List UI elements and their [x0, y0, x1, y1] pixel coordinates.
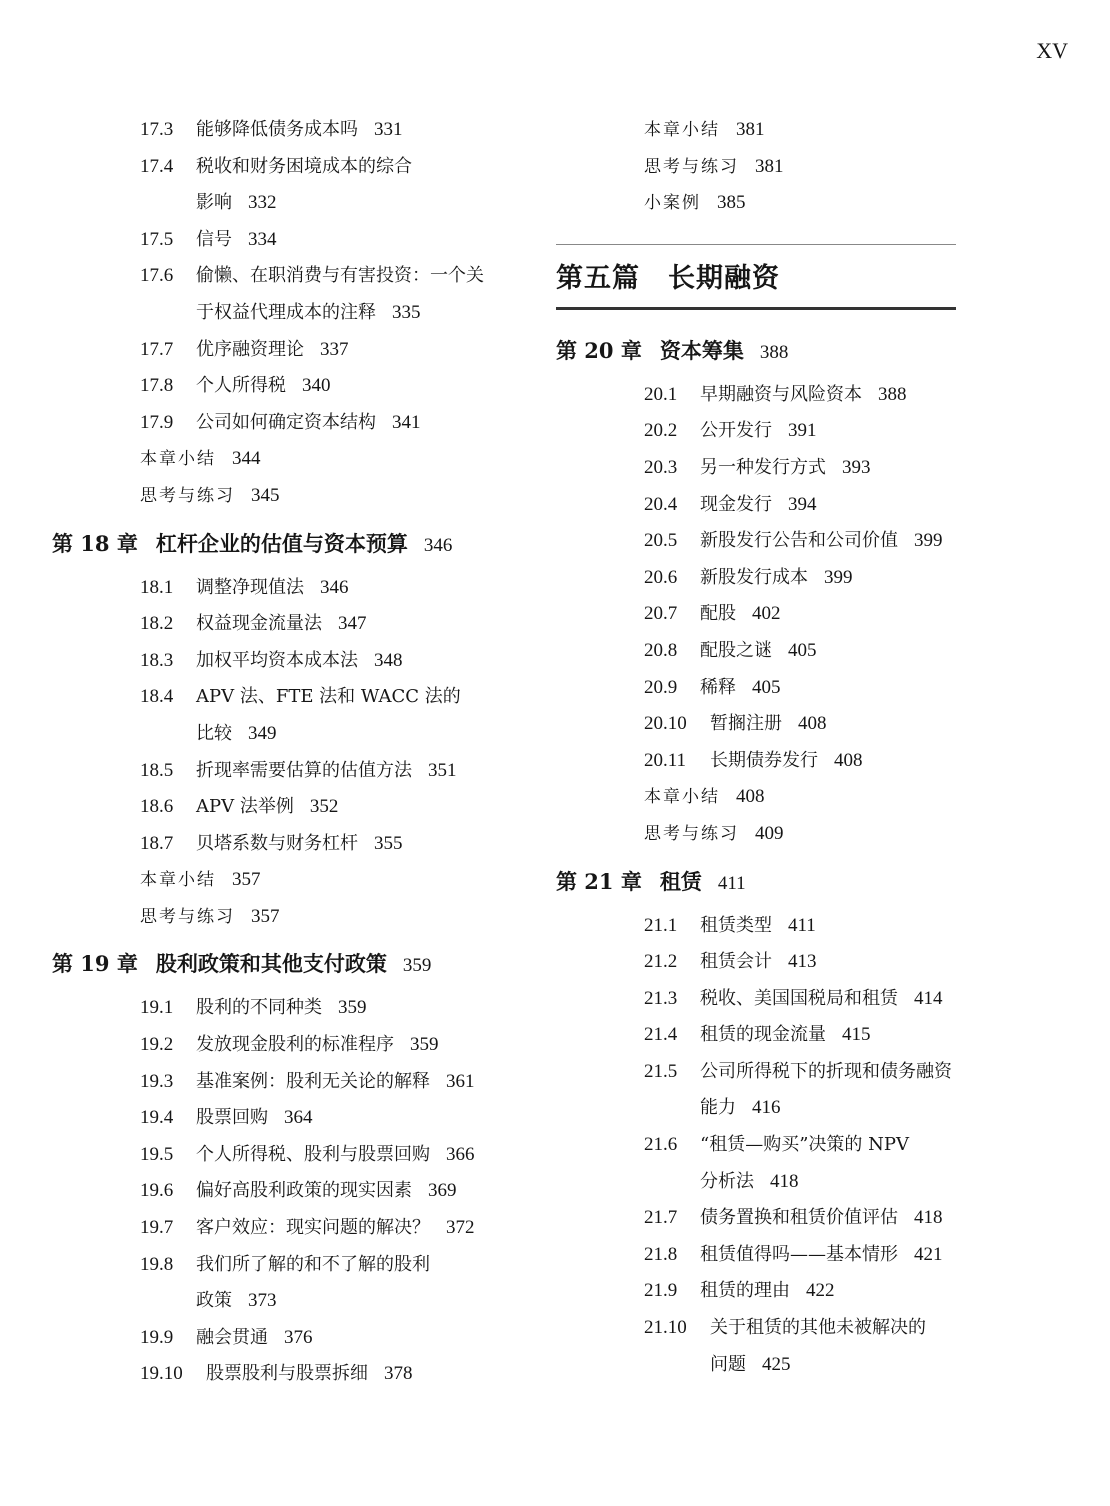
section-title-text: 客户效应：现实问题的解决？ — [196, 1217, 430, 1239]
section-number: 21.8 — [644, 1243, 678, 1265]
section-number: 17.3 — [140, 119, 174, 140]
section-title — [700, 1054, 1096, 1127]
toc-plain-entry[interactable] — [556, 779, 1096, 816]
part-rule-bottom — [556, 307, 956, 310]
toc-section-entry[interactable] — [52, 258, 552, 331]
entry-title: 思考与练习 — [644, 823, 739, 844]
section-page-number: 408 — [798, 713, 827, 735]
section-title — [700, 1273, 1096, 1310]
section-title — [700, 377, 1096, 414]
section-number: 20.1 — [644, 383, 678, 405]
section-page-number: 369 — [428, 1180, 457, 1202]
section-title — [206, 1356, 552, 1393]
entry-title: 本章小结 — [644, 120, 720, 140]
entry-title: 小案例 — [644, 193, 701, 214]
section-page-number: 378 — [384, 1363, 413, 1385]
section-page-number: 340 — [302, 375, 331, 397]
section-page-number: 393 — [842, 456, 871, 478]
entry-title: 本章小结 — [140, 870, 216, 891]
toc-section-entry[interactable] — [556, 1127, 1096, 1200]
toc-section-entry[interactable] — [556, 670, 1096, 707]
chapter-title: 股利政策和其他支付政策 — [155, 951, 387, 977]
chapter-number: 第 18 章 — [52, 530, 138, 556]
section-number: 21.2 — [644, 951, 678, 973]
section-page-number: 376 — [284, 1326, 313, 1348]
toc-section-entry[interactable] — [52, 679, 552, 752]
section-title — [196, 112, 552, 149]
section-page-number: 414 — [914, 987, 943, 1009]
section-number: 19.2 — [140, 1034, 174, 1056]
section-title-text: 债务置换和租赁价值评估 — [700, 1207, 898, 1229]
toc-plain-entry[interactable] — [556, 112, 1096, 149]
section-page-number: 416 — [752, 1097, 781, 1119]
toc-section-entry[interactable] — [556, 1200, 1096, 1237]
section-number: 21.7 — [644, 1207, 678, 1229]
toc-section-entry[interactable] — [52, 643, 552, 680]
toc-section-entry[interactable] — [556, 450, 1096, 487]
toc-plain-entry[interactable] — [52, 441, 552, 478]
section-title — [196, 1173, 552, 1210]
toc-section-entry[interactable] — [52, 753, 552, 790]
toc-section-entry[interactable] — [556, 944, 1096, 981]
toc-section-entry[interactable] — [52, 149, 552, 222]
toc-section-entry[interactable] — [52, 1173, 552, 1210]
section-page-number: 422 — [806, 1280, 835, 1302]
section-number: 21.3 — [644, 987, 678, 1009]
section-title — [196, 1320, 552, 1357]
section-number: 20.11 — [644, 749, 687, 771]
part-number: 第五篇 — [556, 262, 640, 294]
section-title — [700, 981, 1096, 1018]
section-title-text: 暂搁注册 — [710, 713, 782, 735]
section-title-continuation — [700, 1164, 1096, 1201]
section-page-number: 355 — [374, 832, 403, 854]
chapter-page-number: 359 — [402, 955, 432, 977]
section-number: 18.5 — [140, 759, 174, 781]
toc-section-entry[interactable] — [52, 1027, 552, 1064]
section-number: 19.4 — [140, 1107, 174, 1129]
section-number: 18.2 — [140, 613, 174, 635]
section-title — [196, 1210, 552, 1247]
section-number: 20.10 — [644, 713, 687, 735]
section-page-number: 334 — [248, 228, 277, 250]
section-title — [196, 1064, 552, 1101]
toc-section-entry[interactable] — [556, 596, 1096, 633]
entry-page-number: 385 — [717, 192, 746, 214]
section-title-text: “租赁—购买”决策的 NPV — [700, 1134, 909, 1156]
section-page-number: 408 — [834, 749, 863, 771]
section-page-number: 421 — [914, 1243, 943, 1265]
section-title-text: 稀释 — [700, 676, 736, 698]
section-number: 19.5 — [140, 1143, 174, 1165]
section-page-number: 425 — [762, 1353, 791, 1375]
section-title — [196, 679, 552, 752]
entry-title: 思考与练习 — [644, 156, 739, 177]
section-number: 20.8 — [644, 639, 678, 661]
chapter-number: 第 19 章 — [52, 951, 138, 977]
chapter-title: 租赁 — [659, 868, 702, 894]
toc-section-entry[interactable] — [52, 990, 552, 1027]
section-page-number: 413 — [788, 951, 817, 973]
section-number: 20.7 — [644, 603, 678, 625]
section-number: 18.3 — [140, 649, 174, 671]
section-title — [710, 706, 1096, 743]
section-title — [700, 523, 1096, 560]
section-number: 18.7 — [140, 832, 174, 854]
toc-section-entry[interactable] — [556, 413, 1096, 450]
section-title-text: 个人所得税 — [196, 375, 286, 397]
section-page-number: 351 — [428, 759, 457, 781]
section-page-number: 418 — [770, 1170, 799, 1192]
entry-title: 本章小结 — [644, 787, 720, 808]
section-title — [196, 570, 552, 607]
toc-right-column — [556, 112, 1096, 1383]
section-number: 17.8 — [140, 375, 174, 397]
section-page-number: 341 — [392, 411, 421, 433]
section-page-number: 331 — [374, 119, 403, 140]
section-title-text: 租赁值得吗——基本情形 — [700, 1243, 898, 1265]
section-number: 18.6 — [140, 796, 174, 818]
toc-section-entry[interactable] — [556, 1273, 1096, 1310]
section-title-continuation — [196, 716, 552, 753]
entry-page-number: 344 — [232, 448, 261, 470]
section-page-number: 347 — [338, 613, 367, 635]
section-title-continuation-text: 分析法 — [700, 1170, 754, 1192]
section-title-text: 折现率需要估算的估值方法 — [196, 759, 412, 781]
section-title-text: 配股之谜 — [700, 639, 772, 661]
section-title-continuation — [196, 185, 552, 222]
chapter-title: 杠杆企业的估值与资本预算 — [155, 530, 408, 556]
section-title — [196, 1027, 552, 1064]
section-title — [196, 368, 552, 405]
section-title — [196, 1100, 552, 1137]
toc-section-entry[interactable] — [52, 1247, 552, 1320]
toc-section-entry[interactable] — [556, 743, 1096, 780]
section-number: 18.4 — [140, 686, 174, 708]
toc-section-entry[interactable] — [52, 1100, 552, 1137]
section-title — [700, 413, 1096, 450]
chapter-page-number: 346 — [423, 534, 453, 556]
section-title-text: APV 法举例 — [196, 796, 294, 818]
section-number: 17.9 — [140, 411, 174, 433]
section-title — [710, 1310, 1096, 1383]
toc-section-entry[interactable] — [52, 332, 552, 369]
section-title-text: APV 法、FTE 法和 WACC 法的 — [196, 686, 461, 708]
section-number: 19.8 — [140, 1253, 174, 1275]
entry-title: 本章小结 — [140, 449, 216, 470]
toc-section-entry[interactable] — [556, 560, 1096, 597]
chapter-heading[interactable] — [556, 867, 1096, 899]
section-title — [196, 990, 552, 1027]
section-title — [700, 487, 1096, 524]
section-title-text: 另一种发行方式 — [700, 456, 826, 478]
section-number: 20.6 — [644, 566, 678, 588]
section-number: 19.3 — [140, 1070, 174, 1092]
section-page-number: 361 — [446, 1070, 475, 1092]
entry-page-number: 357 — [251, 905, 280, 927]
section-title-continuation — [196, 1283, 552, 1320]
section-title — [196, 606, 552, 643]
section-page-number: 337 — [320, 338, 349, 360]
toc-plain-entry[interactable] — [52, 478, 552, 515]
chapter-number: 第 21 章 — [556, 868, 642, 894]
section-title — [196, 258, 552, 331]
section-number: 19.1 — [140, 997, 174, 1019]
chapter-heading[interactable] — [52, 949, 552, 981]
toc-plain-entry[interactable] — [556, 816, 1096, 853]
section-title — [700, 596, 1096, 633]
section-number: 20.2 — [644, 420, 678, 442]
toc-plain-entry[interactable] — [52, 862, 552, 899]
entry-page-number: 381 — [755, 155, 784, 177]
section-title — [700, 1127, 1096, 1200]
section-title — [196, 1247, 552, 1320]
section-title-text: 关于租赁的其他未被解决的 — [710, 1317, 926, 1339]
section-title — [196, 1137, 552, 1174]
section-title — [700, 944, 1096, 981]
section-title-text: 配股 — [700, 603, 736, 625]
section-page-number: 373 — [248, 1290, 277, 1312]
toc-section-entry[interactable] — [52, 1356, 552, 1393]
toc-plain-entry[interactable] — [556, 149, 1096, 186]
section-title-text: 现金发行 — [700, 493, 772, 515]
toc-section-entry[interactable] — [52, 222, 552, 259]
toc-section-entry[interactable] — [52, 1064, 552, 1101]
section-title-continuation-text: 于权益代理成本的注释 — [196, 301, 376, 323]
section-number: 20.3 — [644, 456, 678, 478]
section-title-text: 新股发行公告和公司价值 — [700, 530, 898, 552]
section-title-text: 租赁的现金流量 — [700, 1024, 826, 1046]
section-number: 17.5 — [140, 228, 174, 250]
chapter-page-number: 388 — [759, 341, 789, 363]
section-title-text: 能够降低债务成本吗 — [196, 119, 358, 140]
section-title-continuation-text: 问题 — [710, 1353, 746, 1375]
section-title — [700, 1237, 1096, 1274]
part-heading-block — [556, 244, 1096, 310]
section-title-text: 信号 — [196, 228, 232, 250]
entry-page-number: 408 — [736, 786, 765, 808]
section-title — [700, 560, 1096, 597]
section-page-number: 364 — [284, 1107, 313, 1129]
part-rule-top — [556, 244, 956, 245]
section-page-number: 418 — [914, 1207, 943, 1229]
chapter-title: 资本筹集 — [659, 337, 744, 363]
toc-section-entry[interactable] — [52, 789, 552, 826]
chapter-heading[interactable] — [556, 336, 1096, 368]
section-title-text: 融会贯通 — [196, 1326, 268, 1348]
section-number: 19.10 — [140, 1363, 183, 1385]
section-title-text: 我们所了解的和不了解的股利 — [196, 1253, 430, 1275]
chapter-heading[interactable] — [52, 529, 552, 561]
part-title: 长期融资 — [668, 262, 780, 294]
section-page-number: 394 — [788, 493, 817, 515]
section-title — [196, 149, 552, 222]
section-title — [196, 789, 552, 826]
section-title — [700, 633, 1096, 670]
toc-section-entry[interactable] — [556, 1017, 1096, 1054]
part-heading[interactable] — [556, 256, 780, 295]
toc-section-entry[interactable] — [556, 487, 1096, 524]
section-title — [196, 222, 552, 259]
section-title-continuation-text: 政策 — [196, 1290, 232, 1312]
section-number: 17.7 — [140, 338, 174, 360]
section-title — [196, 826, 552, 863]
entry-page-number: 345 — [251, 484, 280, 506]
section-title-text: 租赁类型 — [700, 914, 772, 936]
section-page-number: 411 — [788, 914, 816, 936]
toc-section-entry[interactable] — [52, 826, 552, 863]
section-title — [196, 332, 552, 369]
section-title-text: 公开发行 — [700, 420, 772, 442]
chapter-number: 第 20 章 — [556, 337, 642, 363]
toc-section-entry[interactable] — [52, 1210, 552, 1247]
section-title-text: 长期债券发行 — [710, 749, 818, 771]
section-title-continuation — [700, 1090, 1096, 1127]
section-title-text: 个人所得税、股利与股票回购 — [196, 1143, 430, 1165]
toc-section-entry[interactable] — [556, 908, 1096, 945]
toc-left-column — [52, 112, 552, 1393]
toc-section-entry[interactable] — [556, 377, 1096, 414]
section-title-continuation — [710, 1347, 1096, 1384]
section-title-text: 调整净现值法 — [196, 576, 304, 598]
section-title-continuation-text: 能力 — [700, 1097, 736, 1119]
section-title — [700, 908, 1096, 945]
section-title-text: 租赁的理由 — [700, 1280, 790, 1302]
section-page-number: 405 — [788, 639, 817, 661]
section-title-text: 公司如何确定资本结构 — [196, 411, 376, 433]
section-page-number: 372 — [446, 1217, 475, 1239]
toc-section-entry[interactable] — [52, 405, 552, 442]
section-page-number: 415 — [842, 1024, 871, 1046]
toc-section-entry[interactable] — [556, 1310, 1096, 1383]
chapter-page-number: 411 — [717, 872, 746, 894]
entry-title: 思考与练习 — [140, 906, 235, 927]
section-title — [700, 450, 1096, 487]
section-title — [196, 643, 552, 680]
entry-title: 思考与练习 — [140, 485, 235, 506]
toc-section-entry[interactable] — [52, 1320, 552, 1357]
section-number: 21.1 — [644, 914, 678, 936]
section-title-continuation — [196, 295, 552, 332]
section-page-number: 352 — [309, 796, 339, 818]
toc-plain-entry[interactable] — [556, 185, 1096, 222]
section-title-text: 早期融资与风险资本 — [700, 383, 862, 405]
section-page-number: 366 — [446, 1143, 475, 1165]
section-page-number: 388 — [878, 383, 907, 405]
toc-section-entry[interactable] — [556, 633, 1096, 670]
toc-section-entry[interactable] — [556, 706, 1096, 743]
toc-section-entry[interactable] — [52, 570, 552, 607]
section-number: 21.6 — [644, 1134, 678, 1156]
entry-page-number: 357 — [232, 869, 261, 891]
page-number: XV — [1036, 38, 1068, 63]
section-number: 21.5 — [644, 1060, 678, 1082]
toc-section-entry[interactable] — [52, 112, 552, 149]
section-page-number: 359 — [338, 997, 367, 1019]
section-title-text: 股利的不同种类 — [196, 997, 322, 1019]
toc-section-entry[interactable] — [52, 606, 552, 643]
section-number: 17.4 — [140, 155, 174, 177]
section-title — [710, 743, 1096, 780]
section-page-number: 405 — [752, 676, 781, 698]
section-number: 21.9 — [644, 1280, 678, 1302]
section-number: 20.9 — [644, 676, 678, 698]
section-title-continuation-text: 影响 — [196, 192, 232, 214]
section-number: 18.1 — [140, 576, 174, 598]
section-title-text: 偏好高股利政策的现实因素 — [196, 1180, 412, 1202]
section-page-number: 402 — [752, 603, 781, 625]
section-title-text: 发放现金股利的标准程序 — [196, 1034, 394, 1056]
section-number: 19.9 — [140, 1326, 174, 1348]
section-page-number: 335 — [392, 301, 421, 323]
section-title-text: 税收和财务困境成本的综合 — [196, 155, 412, 177]
section-title-text: 贝塔系数与财务杠杆 — [196, 832, 358, 854]
entry-page-number: 381 — [736, 119, 765, 140]
section-page-number: 399 — [914, 530, 943, 552]
section-title-text: 股票股利与股票拆细 — [206, 1363, 368, 1385]
section-number: 17.6 — [140, 265, 174, 287]
section-number: 19.6 — [140, 1180, 174, 1202]
section-title-text: 新股发行成本 — [700, 566, 808, 588]
entry-page-number: 409 — [755, 822, 784, 844]
section-title — [700, 670, 1096, 707]
section-page-number: 346 — [320, 576, 349, 598]
section-title — [700, 1017, 1096, 1054]
section-number: 21.10 — [644, 1317, 687, 1339]
section-title — [700, 1200, 1096, 1237]
toc-section-entry[interactable] — [556, 1054, 1096, 1127]
section-number: 21.4 — [644, 1024, 678, 1046]
toc-section-entry[interactable] — [556, 523, 1096, 560]
section-page-number: 399 — [824, 566, 853, 588]
toc-section-entry[interactable] — [52, 368, 552, 405]
section-page-number: 349 — [248, 722, 277, 744]
section-title — [196, 753, 552, 790]
section-page-number: 391 — [788, 420, 817, 442]
toc-section-entry[interactable] — [556, 981, 1096, 1018]
section-number: 19.7 — [140, 1217, 174, 1239]
section-title-text: 权益现金流量法 — [196, 613, 322, 635]
section-title-text: 公司所得税下的折现和债务融资 — [700, 1060, 952, 1082]
section-title-text: 偷懒、在职消费与有害投资：一个关 — [196, 265, 484, 287]
toc-section-entry[interactable] — [52, 1137, 552, 1174]
section-number: 20.5 — [644, 530, 678, 552]
section-page-number: 359 — [410, 1034, 439, 1056]
toc-plain-entry[interactable] — [52, 899, 552, 936]
section-page-number: 348 — [374, 649, 403, 671]
section-number: 20.4 — [644, 493, 678, 515]
section-title-text: 股票回购 — [196, 1107, 268, 1129]
section-title-text: 加权平均资本成本法 — [196, 649, 358, 671]
section-title-text: 优序融资理论 — [196, 338, 304, 360]
section-title-text: 租赁会计 — [700, 951, 772, 973]
section-page-number: 332 — [248, 192, 277, 214]
toc-section-entry[interactable] — [556, 1237, 1096, 1274]
section-title-continuation-text: 比较 — [196, 722, 232, 744]
section-title — [196, 405, 552, 442]
section-title-text: 基准案例：股利无关论的解释 — [196, 1070, 430, 1092]
section-title-text: 税收、美国国税局和租赁 — [700, 987, 898, 1009]
